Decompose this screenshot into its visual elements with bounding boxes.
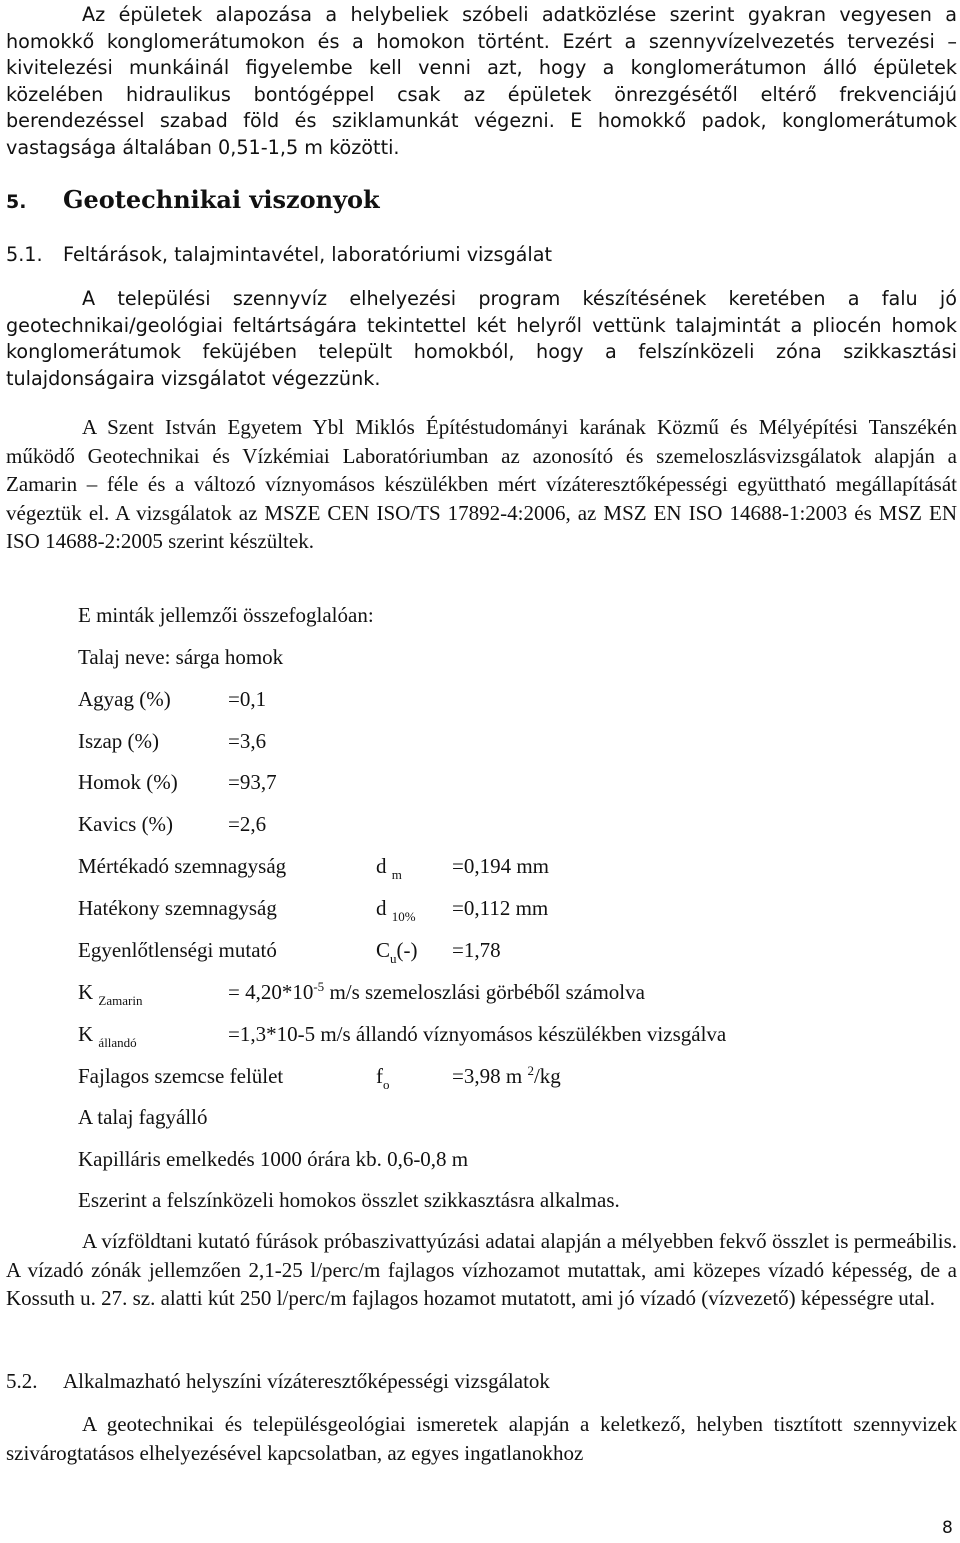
dm-value: =0,194 mm	[452, 854, 550, 878]
k-zamarin-symbol: K $_{Zamarin}$	[78, 980, 143, 1008]
section-5-number: 5.	[6, 191, 27, 213]
section-5-1-heading	[6, 243, 552, 266]
k-allando-value: =1,3*10-5 m/s állandó víznyomásos készülékben vizsgálva	[228, 1022, 727, 1046]
geotechnical-paragraph: A geotechnikai és településgeológiai ismeretek alapján a keletkező, helyben tisztított szennyvizek szivárogtatásos elhelyezésével kapcsolatban, az egyes ingatlanokhoz	[6, 1412, 957, 1465]
sand-value: =93,7	[228, 770, 277, 794]
cu-value: =1,78	[452, 938, 501, 962]
gravel-label: Kavics (%)	[78, 812, 174, 836]
k-allando-symbol: K $_{állandó}$	[78, 1022, 137, 1050]
silt-value: =3,6	[228, 729, 267, 753]
surface-symbol: $f_o$	[376, 1064, 390, 1092]
d10-symbol: d $_{10\%}$	[376, 896, 416, 924]
clay-label: Agyag (%)	[78, 687, 171, 711]
sand-label: Homok (%)	[78, 770, 178, 794]
k-zamarin-value: = $4,20*10^{-5}$ m/s szemeloszlási görbéből számolva	[228, 979, 645, 1004]
cu-symbol: $C_u(-)$	[376, 938, 418, 966]
laboratory-paragraph: A Szent István Egyetem Ybl Miklós Építéstudományi karának Közmű és Mélyépítési Tanszékén működő Geotechnikai és Vízkémiai Laboratóriumban az azonosító és szemeloszlásvizsgálatok alapján a Zamarin – féle és a változó víznyomásos készülékben mért vízáteresztőképességi együttható megállapítását végeztük el. A vizsgálatok az MSZE CEN ISO/TS 17892-4:2006, az MSZ EN ISO 14688-1:2003 és MSZ EN ISO 14688-2:2005 szerint készültek.	[6, 415, 957, 554]
section-5-1-title: Feltárások, talajmintavétel, laboratóriumi vizsgálat	[63, 243, 552, 266]
surface-label: Fajlagos szemcse felület	[78, 1064, 284, 1088]
section-5-2-title: Alkalmazható helyszíni vízáteresztőképességi vizsgálatok	[63, 1369, 550, 1393]
dm-label: Mértékadó szemnagyság	[78, 854, 287, 878]
intro-paragraph: Az épületek alapozása a helybeliek szóbeli adatközlése szerint gyakran vegyesen a homokkő konglomerátumokon és a homokon történt. Ezért a szennyvízelvezetés tervezési – kivitelezési munkáinál figyelembe kell venni azt, hogy a konglomerátumon álló épületek közelében hidraulikus bontógéppel csak az épületek önrezgésétől eltérő frekvenciájú berendezéssel szabad föld és sziklamunkát végezni. E homokkő padok, konglomerátumok vastagsága általában 0,51-1,5 m közötti.	[6, 3, 957, 159]
d10-value: =0,112 mm	[452, 896, 549, 920]
section-5-2-number: 5.2.	[6, 1369, 38, 1393]
dm-symbol: d $_m$	[376, 854, 402, 882]
section-5-2-heading	[6, 1369, 550, 1394]
hydrogeology-paragraph: A vízföldtani kutató fúrások próbaszivattyúzási adatai alapján a mélyebben fekvő összlet is permeábilis. A vízadó zónák jellemzően 2,1-25 l/perc/m fajlagos vízhozamot mutattak, ami közepes vízadó képesség, de a Kossuth u. 27. sz. alatti kút 250 l/perc/m fajlagos hozamot mutatott, ami jó vízadó (vízvezető) képességre utal.	[6, 1229, 957, 1311]
gravel-value: =2,6	[228, 812, 267, 836]
d10-label: Hatékony szemnagyság	[78, 896, 277, 920]
surface-value: =3,98 m $^2$/kg	[452, 1063, 561, 1088]
silt-label: Iszap (%)	[78, 729, 160, 753]
section-5-1-number: 5.1.	[6, 243, 43, 266]
document-page: Az épületek alapozása a helybeliek szóbeli adatközlése szerint gyakran vegyesen a homokkő konglomerátumokon és a homokon történt. Ezért a szennyvízelvezetés tervezési – kivitelezési munkáinál figyelembe kell venni azt, hogy a konglomerátumon álló épületek közelében hidraulikus bontógéppel csak az épületek önrezgésétől eltérő frekvenciájú berendezéssel szabad föld és sziklamunkát végezni. E homokkő padok, konglomerátumok vastagsága általában 0,51-1,5 m közötti. 5. Geotechnikai viszonyok 5.1. Feltárások, talajmintavétel, laboratóriumi vizsgálat A települési szennyvíz elhelyezési program készítésének keretében a falu jó geotechnikai/geológiai feltártságára tekintettel két helyről vettünk talajmintát a pliocén homok konglomerátumok feküjében települt homokból, hogy a felszínközeli zóna szikkasztási tulajdonságaira vizsgálatot végezzünk. A Szent István Egyetem Ybl Miklós Építéstudományi karának Közmű és Mélyépítési Tanszékén működő Geotechnikai és Vízkémiai Laboratóriumban az azonosító és szemeloszlásvizsgálatok alapján a Zamarin – féle és a változó víznyomásos készülékben mért vízáteresztőképességi együttható megállapítását végeztük el. A vizsgálatok az MSZE CEN ISO/TS 17892-4:2006, az MSZ EN ISO 14688-1:2003 és MSZ EN ISO 14688-2:2005 szerint készültek. E minták jellemzői összefoglalóan: Talaj neve: sárga homok Agyag (%) =0,1 Iszap (%) =3,6 Homok (%) =93,7 Kavics (%) =2,6 Mértékadó szemnagyság d $_m$ =0,194 mm Hatékony szemnagyság d $_{10\%}$ =0,112 mm Egyenlőtlenségi mutató $C_u(-)$ =1,78 K $_{Zamarin}$ = $4,20*10^{-5}$ m/s szemeloszlási görbéből számolva K $_{állandó}$ =1,3*10-5 m/s állandó víznyomásos készülékben vizsgálva Fajlagos szemcse felület $f_o$ =3,98 m $^2$/kg A talaj fagyálló Kapilláris emelkedés 1000 órára kb. 0,6-0,8 m Eszerint a felszínközeli homokos összlet szikkasztásra alkalmas. A vízföldtani kutató fúrások próbaszivattyúzási adatai alapján a mélyebben fekvő összlet is permeábilis. A vízadó zónák jellemzően 2,1-25 l/perc/m fajlagos vízhozamot mutattak, ami közepes vízadó képesség, de a Kossuth u. 27. sz. alatti kút 250 l/perc/m fajlagos hozamot mutatott, ami jó vízadó (vízvezető) képességre utal. 5.2. Alkalmazható helyszíni vízáteresztőképességi vizsgálatok A geotechnikai és településgeológiai ismeretek alapján a keletkező, helyben tisztított szennyvizek szivárogtatásos elhelyezésével kapcsolatban, az egyes ingatlanokhoz 8	[6, 3, 957, 1538]
section-5-title: Geotechnikai viszonyok	[63, 185, 380, 214]
page-number: 8	[942, 1518, 953, 1538]
sampling-paragraph: A települési szennyvíz elhelyezési program készítésének keretében a falu jó geotechnikai/geológiai feltártságára tekintettel két helyről vettünk talajmintát a pliocén homok konglomerátumok feküjében települt homokból, hogy a felszínközeli zóna szikkasztási tulajdonságaira vizsgálatot végezzünk.	[6, 287, 957, 390]
cu-label: Egyenlőtlenségi mutató	[78, 938, 277, 962]
clay-value: =0,1	[228, 687, 267, 711]
section-5-heading	[6, 185, 380, 217]
